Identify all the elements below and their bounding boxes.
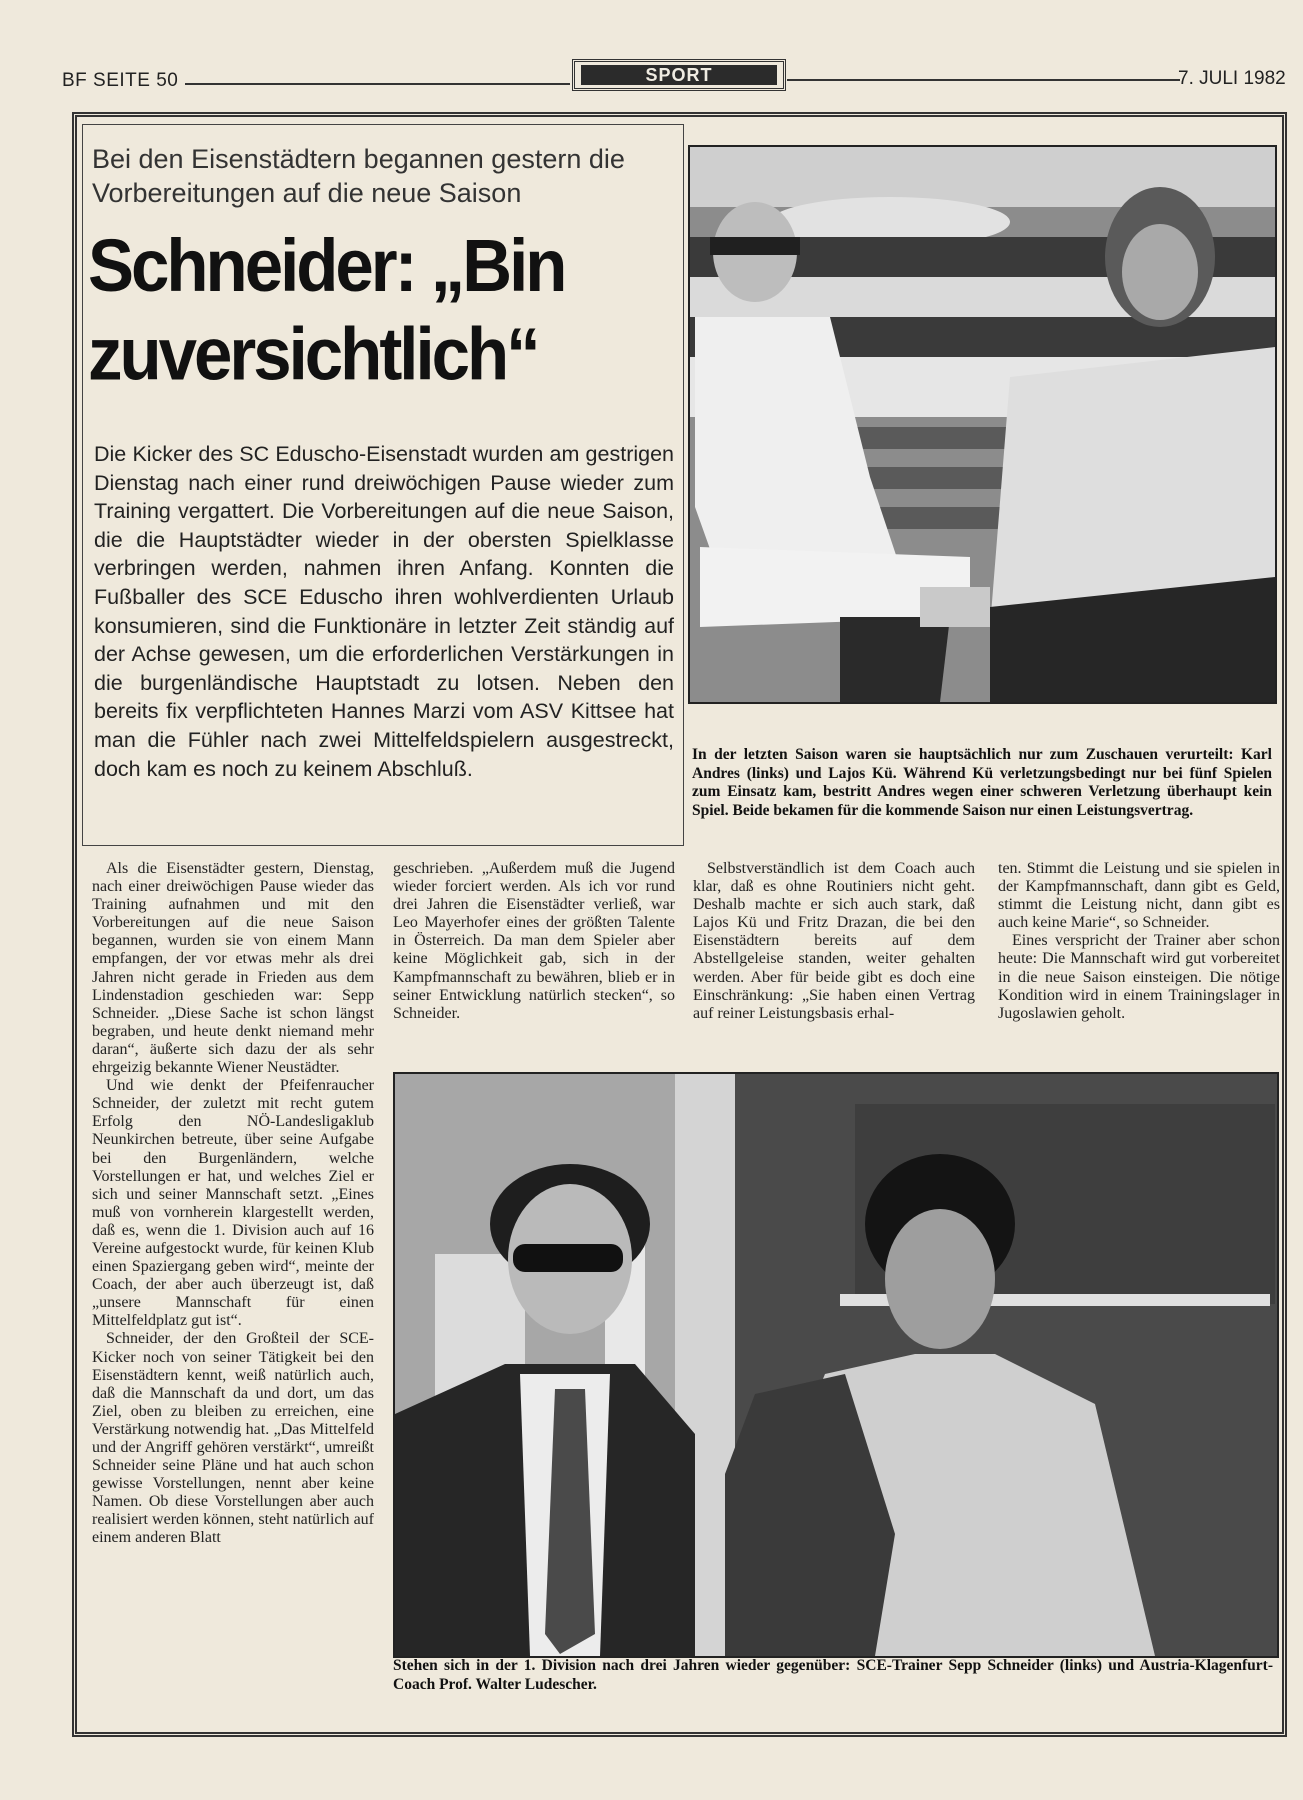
- headline: [88, 222, 688, 399]
- issue-date: 7. JULI 1982: [1178, 68, 1286, 89]
- photo-caption-2: Stehen sich in der 1. Division nach drei Jahren wieder gegenüber: SCE-Trainer Sepp Schneider (links) und Austria-Klagenfurt-Coach Prof. Walter Ludescher.: [393, 1657, 1273, 1693]
- paragraph: Als die Eisenstädter gestern, Dienstag, nach einer dreiwöchigen Pause wieder das Training aufnahmen und mit den Vorbereitungen auf die neue Saison begannen, wurden sie von einem Mann empfangen, der vor etwas mehr als drei Jahren nicht gerade in Frieden aus dem Lindenstadion geschieden war: Sepp Schneider. „Diese Sache ist schon längst begraben, und heute denkt niemand mehr daran“, äußerte sich dazu der als sehr ehrgeizig bekannte Wiener Neustädter.: [92, 860, 374, 1077]
- body-column-1: [92, 860, 374, 1548]
- paragraph: Schneider, der den Großteil der SCE-Kicker noch von seiner Tätigkeit bei den Eisenstädtern kennt, weiß natürlich auch, daß die Mannschaft da und dort, um das Ziel, oben zu bleiben zu erreichen, eine Verstärkung notwendig hat. „Das Mittelfeld und der Angriff gehören verstärkt“, umreißt Schneider seine Pläne und hat auch schon gewisse Vorstellungen, nennt aber keine Namen. Ob diese Vorstellungen aber auch realisiert werden können, steht natürlich auf einem anderen Blatt: [92, 1330, 374, 1547]
- body-column-4: [998, 860, 1280, 1023]
- photo-schneider-ludescher: [393, 1072, 1279, 1658]
- lead-paragraph: Die Kicker des SC Eduscho-Eisenstadt wurden am gestrigen Dienstag nach einer rund dreiwöchigen Pause wieder zum Training vergattert. Die Vorbereitungen auf die neue Saison, die die Hauptstädter wieder in der obersten Spielklasse verbringen werden, nahmen ihren Anfang. Konnten die Fußballer des SCE Eduscho ihren wohlverdienten Urlaub konsumieren, sind die Funktionäre in letzter Zeit ständig auf der Achse gewesen, um die erforderlichen Verstärkungen in die burgenländische Hauptstadt zu lotsen. Neben den bereits fix verpflichteten Hannes Marzi vom ASV Kittsee hat man die Fühler nach zwei Mittelfeldspielern ausgestreckt, doch kam es noch zu keinem Abschluß.: [94, 442, 674, 781]
- header-rule-right: [787, 79, 1180, 81]
- headline-line-1: Schneider: „Bin: [88, 224, 565, 308]
- photo-andres-kue-image: [690, 147, 1275, 702]
- header-rule-left: [185, 83, 570, 85]
- paragraph: Eines verspricht der Trainer aber schon heute: Die Mannschaft wird gut vorbereitet in die neue Saison einsteigen. Die nötige Kondition wird in einem Trainingslager in Jugoslawien geholt.: [998, 932, 1280, 1022]
- paragraph: geschrieben. „Außerdem muß die Jugend wieder forciert werden. Als ich vor rund drei Jahren die Eisenstädter verließ, war Leo Mayerhofer eines der größten Talente in Österreich. Da man dem Spieler aber keine Möglichkeit gab, sich in der Kampfmannschaft zu bewähren, blieb er in seiner Entwicklung natürlich stecken“, so Schneider.: [393, 860, 675, 1022]
- paragraph: ten. Stimmt die Leistung und sie spielen in der Kampfmannschaft, dann gibt es Geld, stimmt die Leistung nicht, dann gibt es auch keine Marie“, so Schneider.: [998, 860, 1280, 932]
- body-column-3: [693, 860, 975, 1023]
- section-badge: [572, 59, 786, 91]
- paragraph: Selbstverständlich ist dem Coach auch klar, daß es ohne Routiniers nicht geht. Deshalb machte er sich auch stark, daß Lajos Kü und Fritz Drazan, die bei den Eisenstädtern bereits auf dem Abstellgeleise standen, weiter gehalten werden. Aber für beide gibt es doch eine Einschränkung: „Sie haben einen Vertrag auf reiner Leistungsbasis erhal-: [693, 860, 975, 1022]
- photo-schneider-ludescher-image: [395, 1074, 1277, 1656]
- paragraph: Und wie denkt der Pfeifenraucher Schneider, der zuletzt mit recht gutem Erfolg den NÖ-Landesligaklub Neunkirchen betreute, über seine Aufgabe bei den Burgenländern, welche Vorstellungen er hat, und welches Ziel er sich und seiner Mannschaft setzt. „Eines muß von vornherein klargestellt werden, daß es, wenn die 1. Division auch auf 16 Vereine aufgestockt wurde, für keinen Klub einen Spaziergang geben wird“, meinte der Coach, der aber auch überzeugt ist, daß „unsere Mannschaft für einen Mittelfeldplatz gut ist“.: [92, 1077, 374, 1330]
- page-number-label: BF SEITE 50: [62, 70, 179, 91]
- photo-andres-kue: [688, 145, 1277, 704]
- kicker-subtitle: Bei den Eisenstädtern begannen gestern die Vorbereitungen auf die neue Saison: [92, 144, 625, 208]
- headline-line-2: zuversichtlich“: [88, 312, 538, 396]
- section-label: SPORT: [581, 65, 777, 85]
- body-column-2: [393, 860, 675, 1023]
- photo-caption-1: In der letzten Saison waren sie hauptsächlich nur zum Zuschauen verurteilt: Karl Andres (links) und Lajos Kü. Während Kü verletzungsbedingt nur bei fünf Spielen zum Einsatz kam, bestritt Andres wegen einer schweren Verletzung überhaupt kein Spiel. Beide bekamen für die kommende Saison nur einen Leistungsvertrag.: [692, 746, 1272, 819]
